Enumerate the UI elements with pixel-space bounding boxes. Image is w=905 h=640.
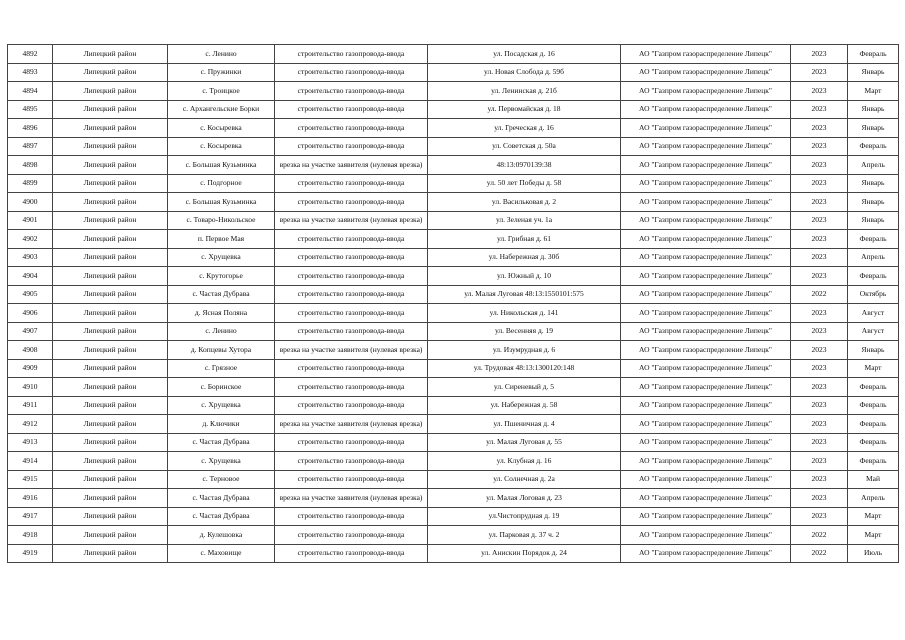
cell-row-number: 4919: [8, 544, 53, 563]
cell-address: ул. Сиреневый д. 5: [428, 378, 621, 397]
cell-month: Август: [848, 304, 899, 323]
cell-settlement: д. Кулешовка: [168, 526, 275, 545]
cell-address: 48:13:0970139:38: [428, 156, 621, 175]
cell-month: Март: [848, 359, 899, 378]
table-row: [8, 322, 899, 341]
cell-settlement: с. Ленино: [168, 322, 275, 341]
cell-district: Липецкий район: [53, 304, 168, 323]
cell-month: Февраль: [848, 137, 899, 156]
cell-organization: АО "Газпром газораспределение Липецк": [621, 119, 791, 138]
table-row: [8, 137, 899, 156]
table-row: [8, 156, 899, 175]
cell-row-number: 4893: [8, 63, 53, 82]
cell-district: Липецкий район: [53, 63, 168, 82]
cell-organization: АО "Газпром газораспределение Липецк": [621, 211, 791, 230]
cell-settlement: д. Копцевы Хутора: [168, 341, 275, 360]
cell-year: 2023: [791, 211, 848, 230]
cell-settlement: с. Косыревка: [168, 137, 275, 156]
cell-district: Липецкий район: [53, 156, 168, 175]
cell-month: Февраль: [848, 415, 899, 434]
cell-organization: АО "Газпром газораспределение Липецк": [621, 304, 791, 323]
cell-district: Липецкий район: [53, 378, 168, 397]
cell-work-type: строительство газопровода-ввода: [275, 193, 428, 212]
cell-settlement: с. Частая Дубрава: [168, 433, 275, 452]
cell-settlement: с. Пружинки: [168, 63, 275, 82]
cell-year: 2023: [791, 507, 848, 526]
cell-work-type: строительство газопровода-ввода: [275, 470, 428, 489]
cell-work-type: строительство газопровода-ввода: [275, 433, 428, 452]
cell-settlement: с. Частая Дубрава: [168, 285, 275, 304]
table-row: [8, 193, 899, 212]
cell-month: Январь: [848, 174, 899, 193]
cell-year: 2023: [791, 82, 848, 101]
cell-work-type: строительство газопровода-ввода: [275, 322, 428, 341]
cell-work-type: строительство газопровода-ввода: [275, 285, 428, 304]
cell-organization: АО "Газпром газораспределение Липецк": [621, 452, 791, 471]
cell-address: ул. Парковая д. 37 ч. 2: [428, 526, 621, 545]
cell-row-number: 4907: [8, 322, 53, 341]
table-row: [8, 544, 899, 563]
cell-month: Февраль: [848, 267, 899, 286]
cell-work-type: врезка на участке заявителя (нулевая врезка): [275, 211, 428, 230]
cell-work-type: строительство газопровода-ввода: [275, 378, 428, 397]
cell-work-type: строительство газопровода-ввода: [275, 230, 428, 249]
cell-address: ул. Набережная д. 30б: [428, 248, 621, 267]
cell-year: 2023: [791, 193, 848, 212]
table-row: [8, 267, 899, 286]
cell-year: 2023: [791, 230, 848, 249]
cell-month: Январь: [848, 211, 899, 230]
cell-year: 2023: [791, 100, 848, 119]
cell-row-number: 4906: [8, 304, 53, 323]
cell-month: Февраль: [848, 378, 899, 397]
cell-address: ул. 50 лет Победы д. 58: [428, 174, 621, 193]
table-row: [8, 507, 899, 526]
cell-row-number: 4899: [8, 174, 53, 193]
cell-address: ул. Греческая д. 16: [428, 119, 621, 138]
cell-month: Январь: [848, 341, 899, 360]
cell-address: ул. Пшеничная д. 4: [428, 415, 621, 434]
cell-organization: АО "Газпром газораспределение Липецк": [621, 544, 791, 563]
cell-settlement: с. Троицкое: [168, 82, 275, 101]
cell-month: Март: [848, 526, 899, 545]
cell-district: Липецкий район: [53, 359, 168, 378]
cell-district: Липецкий район: [53, 137, 168, 156]
cell-year: 2023: [791, 396, 848, 415]
cell-row-number: 4903: [8, 248, 53, 267]
cell-settlement: д. Ясная Поляна: [168, 304, 275, 323]
table-row: [8, 304, 899, 323]
cell-address: ул. Весенняя д. 19: [428, 322, 621, 341]
cell-district: Липецкий район: [53, 45, 168, 64]
cell-year: 2023: [791, 45, 848, 64]
table-body: [8, 45, 899, 563]
cell-district: Липецкий район: [53, 415, 168, 434]
cell-organization: АО "Газпром газораспределение Липецк": [621, 63, 791, 82]
cell-district: Липецкий район: [53, 396, 168, 415]
cell-address: ул. Трудовая 48:13:1300120:148: [428, 359, 621, 378]
table-row: [8, 211, 899, 230]
cell-organization: АО "Газпром газораспределение Липецк": [621, 526, 791, 545]
cell-year: 2023: [791, 174, 848, 193]
table-row: [8, 470, 899, 489]
cell-month: Апрель: [848, 248, 899, 267]
cell-row-number: 4896: [8, 119, 53, 138]
cell-district: Липецкий район: [53, 174, 168, 193]
cell-year: 2023: [791, 359, 848, 378]
cell-address: ул. Васильковая д. 2: [428, 193, 621, 212]
table-row: [8, 526, 899, 545]
cell-district: Липецкий район: [53, 285, 168, 304]
table-row: [8, 285, 899, 304]
gas-connection-register-table: [7, 44, 899, 563]
table-row: [8, 82, 899, 101]
cell-work-type: строительство газопровода-ввода: [275, 174, 428, 193]
cell-address: ул. Зеленая уч. 1а: [428, 211, 621, 230]
cell-work-type: строительство газопровода-ввода: [275, 396, 428, 415]
cell-month: Февраль: [848, 230, 899, 249]
cell-district: Липецкий район: [53, 82, 168, 101]
cell-row-number: 4900: [8, 193, 53, 212]
cell-month: Февраль: [848, 396, 899, 415]
table-row: [8, 119, 899, 138]
cell-organization: АО "Газпром газораспределение Липецк": [621, 378, 791, 397]
cell-district: Липецкий район: [53, 526, 168, 545]
cell-work-type: строительство газопровода-ввода: [275, 544, 428, 563]
cell-settlement: с. Маховище: [168, 544, 275, 563]
cell-year: 2023: [791, 267, 848, 286]
cell-district: Липецкий район: [53, 433, 168, 452]
cell-year: 2023: [791, 322, 848, 341]
cell-year: 2023: [791, 137, 848, 156]
cell-organization: АО "Газпром газораспределение Липецк": [621, 433, 791, 452]
cell-year: 2023: [791, 248, 848, 267]
cell-settlement: с. Хрущевка: [168, 452, 275, 471]
cell-row-number: 4898: [8, 156, 53, 175]
cell-organization: АО "Газпром газораспределение Липецк": [621, 45, 791, 64]
cell-row-number: 4895: [8, 100, 53, 119]
cell-work-type: строительство газопровода-ввода: [275, 267, 428, 286]
cell-district: Липецкий район: [53, 322, 168, 341]
cell-settlement: с. Частая Дубрава: [168, 489, 275, 508]
cell-district: Липецкий район: [53, 100, 168, 119]
cell-month: Январь: [848, 100, 899, 119]
cell-district: Липецкий район: [53, 230, 168, 249]
cell-organization: АО "Газпром газораспределение Липецк": [621, 489, 791, 508]
cell-organization: АО "Газпром газораспределение Липецк": [621, 396, 791, 415]
cell-work-type: строительство газопровода-ввода: [275, 526, 428, 545]
cell-organization: АО "Газпром газораспределение Липецк": [621, 248, 791, 267]
cell-work-type: строительство газопровода-ввода: [275, 137, 428, 156]
cell-address: ул. Ленинская д. 21б: [428, 82, 621, 101]
cell-month: Июль: [848, 544, 899, 563]
table-row: [8, 63, 899, 82]
cell-month: Март: [848, 507, 899, 526]
cell-organization: АО "Газпром газораспределение Липецк": [621, 267, 791, 286]
table-row: [8, 341, 899, 360]
cell-settlement: с. Товаро-Никольское: [168, 211, 275, 230]
cell-work-type: врезка на участке заявителя (нулевая врезка): [275, 156, 428, 175]
cell-year: 2023: [791, 119, 848, 138]
cell-work-type: строительство газопровода-ввода: [275, 82, 428, 101]
cell-row-number: 4901: [8, 211, 53, 230]
cell-settlement: с. Архангельские Борки: [168, 100, 275, 119]
cell-row-number: 4892: [8, 45, 53, 64]
cell-month: Апрель: [848, 489, 899, 508]
cell-year: 2023: [791, 489, 848, 508]
cell-row-number: 4917: [8, 507, 53, 526]
cell-row-number: 4913: [8, 433, 53, 452]
cell-row-number: 4910: [8, 378, 53, 397]
cell-row-number: 4915: [8, 470, 53, 489]
cell-year: 2023: [791, 415, 848, 434]
cell-row-number: 4905: [8, 285, 53, 304]
cell-month: Март: [848, 82, 899, 101]
cell-month: Февраль: [848, 452, 899, 471]
cell-organization: АО "Газпром газораспределение Липецк": [621, 507, 791, 526]
cell-month: Август: [848, 322, 899, 341]
cell-settlement: с. Терновое: [168, 470, 275, 489]
cell-row-number: 4916: [8, 489, 53, 508]
cell-organization: АО "Газпром газораспределение Липецк": [621, 285, 791, 304]
cell-row-number: 4918: [8, 526, 53, 545]
table-row: [8, 230, 899, 249]
cell-settlement: с. Большая Кузьминка: [168, 156, 275, 175]
table-row: [8, 433, 899, 452]
cell-settlement: с. Крутогорье: [168, 267, 275, 286]
cell-year: 2023: [791, 156, 848, 175]
cell-month: Октябрь: [848, 285, 899, 304]
cell-address: ул. Новая Слобода д. 59б: [428, 63, 621, 82]
cell-district: Липецкий район: [53, 544, 168, 563]
cell-work-type: врезка на участке заявителя (нулевая врезка): [275, 415, 428, 434]
cell-address: ул. Клубная д. 16: [428, 452, 621, 471]
cell-year: 2023: [791, 63, 848, 82]
cell-year: 2023: [791, 378, 848, 397]
cell-address: ул. Солнечная д. 2а: [428, 470, 621, 489]
cell-settlement: с. Большая Кузьминка: [168, 193, 275, 212]
cell-row-number: 4912: [8, 415, 53, 434]
cell-settlement: с. Частая Дубрава: [168, 507, 275, 526]
cell-district: Липецкий район: [53, 119, 168, 138]
cell-work-type: строительство газопровода-ввода: [275, 45, 428, 64]
cell-year: 2023: [791, 452, 848, 471]
cell-month: Январь: [848, 193, 899, 212]
cell-work-type: врезка на участке заявителя (нулевая врезка): [275, 489, 428, 508]
cell-district: Липецкий район: [53, 193, 168, 212]
cell-row-number: 4897: [8, 137, 53, 156]
cell-month: Май: [848, 470, 899, 489]
cell-organization: АО "Газпром газораспределение Липецк": [621, 415, 791, 434]
cell-organization: АО "Газпром газораспределение Липецк": [621, 137, 791, 156]
cell-row-number: 4904: [8, 267, 53, 286]
table-row: [8, 489, 899, 508]
cell-settlement: с. Косыревка: [168, 119, 275, 138]
cell-row-number: 4908: [8, 341, 53, 360]
cell-year: 2022: [791, 544, 848, 563]
cell-organization: АО "Газпром газораспределение Липецк": [621, 100, 791, 119]
cell-address: ул. Набережная д. 58: [428, 396, 621, 415]
cell-year: 2023: [791, 470, 848, 489]
cell-address: ул. Южный д. 10: [428, 267, 621, 286]
cell-address: ул. Первомайская д. 18: [428, 100, 621, 119]
cell-district: Липецкий район: [53, 452, 168, 471]
cell-row-number: 4894: [8, 82, 53, 101]
cell-district: Липецкий район: [53, 248, 168, 267]
cell-organization: АО "Газпром газораспределение Липецк": [621, 341, 791, 360]
cell-district: Липецкий район: [53, 507, 168, 526]
cell-month: Февраль: [848, 45, 899, 64]
table-row: [8, 415, 899, 434]
cell-organization: АО "Газпром газораспределение Липецк": [621, 322, 791, 341]
cell-work-type: строительство газопровода-ввода: [275, 63, 428, 82]
cell-district: Липецкий район: [53, 341, 168, 360]
table-row: [8, 174, 899, 193]
cell-address: ул. Грибная д. 61: [428, 230, 621, 249]
cell-row-number: 4914: [8, 452, 53, 471]
cell-address: ул. Малая Луговая д. 55: [428, 433, 621, 452]
cell-work-type: врезка на участке заявителя (нулевая врезка): [275, 341, 428, 360]
cell-address: ул.Чистопрудная д. 19: [428, 507, 621, 526]
cell-address: ул. Советская д. 50а: [428, 137, 621, 156]
table-row: [8, 248, 899, 267]
table-row: [8, 452, 899, 471]
cell-address: ул. Изумрудная д. 6: [428, 341, 621, 360]
cell-work-type: строительство газопровода-ввода: [275, 100, 428, 119]
cell-organization: АО "Газпром газораспределение Липецк": [621, 193, 791, 212]
cell-district: Липецкий район: [53, 267, 168, 286]
cell-organization: АО "Газпром газораспределение Липецк": [621, 470, 791, 489]
cell-address: ул. Посадская д. 16: [428, 45, 621, 64]
cell-address: ул. Анискин Порядок д. 24: [428, 544, 621, 563]
cell-work-type: строительство газопровода-ввода: [275, 359, 428, 378]
cell-year: 2022: [791, 526, 848, 545]
cell-settlement: с. Боринское: [168, 378, 275, 397]
cell-work-type: строительство газопровода-ввода: [275, 507, 428, 526]
cell-row-number: 4902: [8, 230, 53, 249]
cell-year: 2022: [791, 285, 848, 304]
table-row: [8, 396, 899, 415]
cell-settlement: с. Хрущевка: [168, 248, 275, 267]
cell-year: 2023: [791, 304, 848, 323]
cell-row-number: 4909: [8, 359, 53, 378]
table-row: [8, 359, 899, 378]
cell-year: 2023: [791, 433, 848, 452]
cell-settlement: с. Подгорное: [168, 174, 275, 193]
cell-settlement: с. Грязное: [168, 359, 275, 378]
cell-address: ул. Малая Логовая д. 23: [428, 489, 621, 508]
cell-month: Февраль: [848, 433, 899, 452]
cell-month: Январь: [848, 119, 899, 138]
cell-district: Липецкий район: [53, 470, 168, 489]
table-row: [8, 378, 899, 397]
cell-work-type: строительство газопровода-ввода: [275, 248, 428, 267]
cell-work-type: строительство газопровода-ввода: [275, 452, 428, 471]
cell-district: Липецкий район: [53, 211, 168, 230]
cell-settlement: п. Первое Мая: [168, 230, 275, 249]
cell-settlement: д. Ключики: [168, 415, 275, 434]
cell-work-type: строительство газопровода-ввода: [275, 119, 428, 138]
cell-month: Апрель: [848, 156, 899, 175]
cell-organization: АО "Газпром газораспределение Липецк": [621, 156, 791, 175]
table-row: [8, 45, 899, 64]
cell-month: Январь: [848, 63, 899, 82]
cell-organization: АО "Газпром газораспределение Липецк": [621, 230, 791, 249]
cell-row-number: 4911: [8, 396, 53, 415]
cell-organization: АО "Газпром газораспределение Липецк": [621, 359, 791, 378]
cell-district: Липецкий район: [53, 489, 168, 508]
cell-organization: АО "Газпром газораспределение Липецк": [621, 174, 791, 193]
cell-year: 2023: [791, 341, 848, 360]
cell-organization: АО "Газпром газораспределение Липецк": [621, 82, 791, 101]
table-row: [8, 100, 899, 119]
cell-address: ул. Никольская д. 141: [428, 304, 621, 323]
cell-settlement: с. Хрущевка: [168, 396, 275, 415]
cell-settlement: с. Ленино: [168, 45, 275, 64]
cell-work-type: строительство газопровода-ввода: [275, 304, 428, 323]
cell-address: ул. Малая Луговая 48:13:1550101:575: [428, 285, 621, 304]
